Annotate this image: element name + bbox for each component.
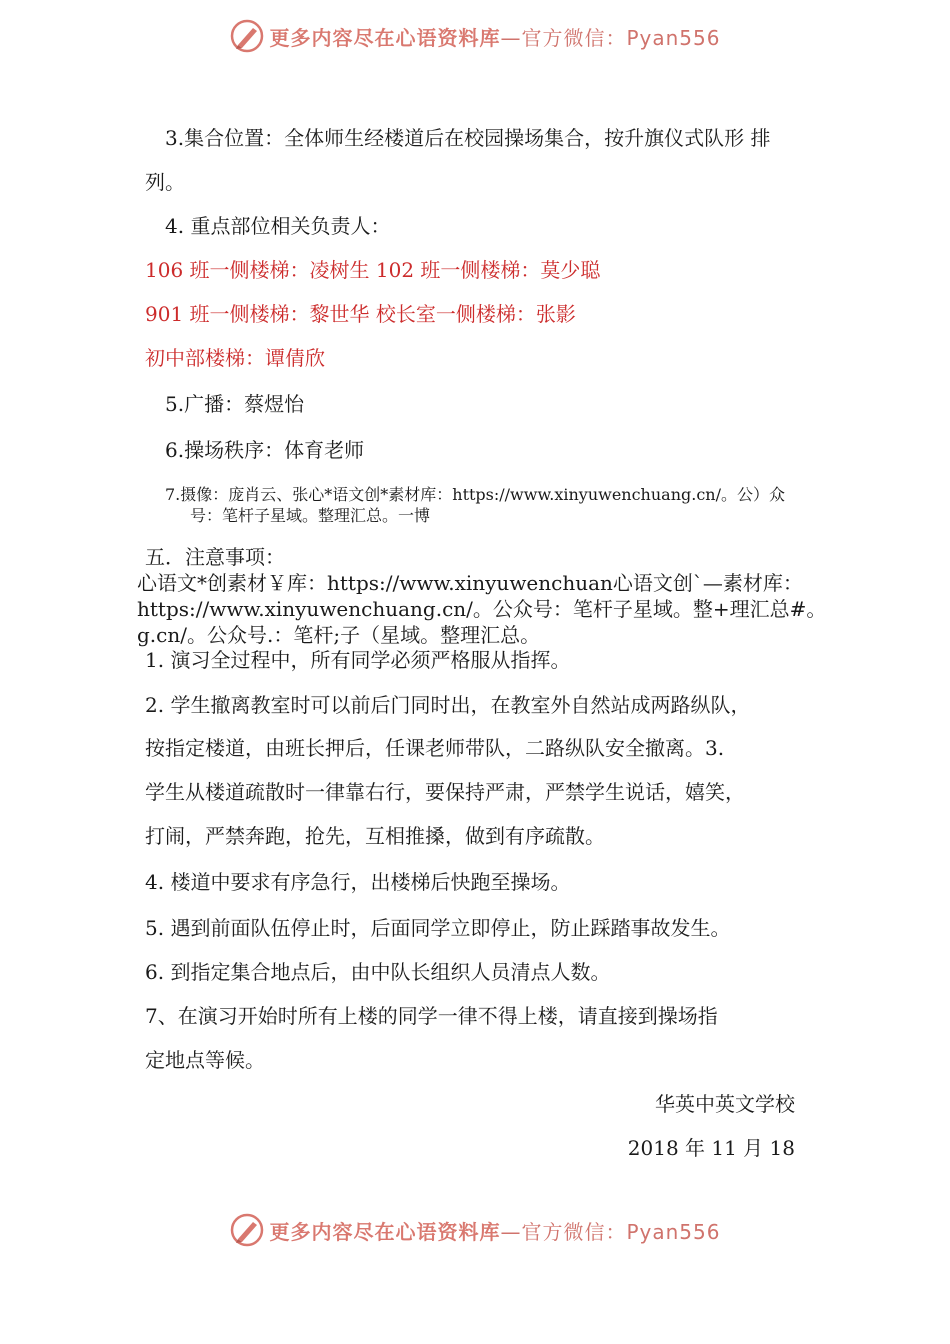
watermark-line1: 心语文*创素材￥库：https://www.xinyuwenchuan心语文创`—素材库： [137, 571, 803, 595]
section5-title: 五．注意事项： [145, 545, 285, 569]
item4: 4. 重点部位相关负责人： [165, 214, 391, 238]
responsible-line3: 初中部楼梯：谭倩欣 [145, 346, 325, 370]
item7-line2: 号：笔杆子星域。整理汇总。一博 [190, 506, 431, 525]
pen-logo-icon [229, 18, 265, 54]
note5: 5. 遇到前面队伍停止时，后面同学立即停止，防止踩踏事故发生。 [145, 916, 731, 940]
signature-school: 华英中英文学校 [655, 1092, 795, 1116]
signature-date: 2018 年 11 月 18 [627, 1136, 795, 1160]
footer-contact: —官方微信：Pyan556 [500, 1219, 721, 1244]
responsible-line2: 901 班一侧楼梯：黎世华 校长室一侧楼梯：张影 [145, 302, 576, 326]
note1: 1. 演习全过程中，所有同学必须严格服从指挥。 [145, 648, 571, 672]
header-brand: 更多内容尽在心语资料库 [269, 25, 501, 50]
note7-line1: 7、在演习开始时所有上楼的同学一律不得上楼，请直接到操场指 [145, 1004, 718, 1028]
note6: 6. 到指定集合地点后，由中队长组织人员清点人数。 [145, 960, 611, 984]
item5: 5.广播：蔡煜怡 [165, 392, 305, 416]
note3-line2: 打闹，严禁奔跑，抢先，互相推搡，做到有序疏散。 [145, 824, 605, 848]
note7-line2: 定地点等候。 [145, 1048, 265, 1072]
header-banner [0, 16, 950, 56]
responsible-line1: 106 班一侧楼梯：凌树生 102 班一侧楼梯：莫少聪 [145, 258, 601, 282]
pen-logo-icon [229, 1212, 265, 1248]
watermark-line3: g.cn/。公众号.：笔杆;子（星域。整理汇总。 [137, 623, 541, 647]
item3-line1: 3.集合位置：全体师生经楼道后在校园操场集合，按升旗仪式队形 排 [165, 126, 771, 150]
note2-line2: 按指定楼道，由班长押后，任课老师带队，二路纵队安全撤离。3. [145, 736, 725, 760]
footer-brand: 更多内容尽在心语资料库 [269, 1219, 501, 1244]
item6: 6.操场秩序：体育老师 [165, 438, 365, 462]
note4: 4. 楼道中要求有序急行，出楼梯后快跑至操场。 [145, 870, 571, 894]
watermark-line2: https://www.xinyuwenchuang.cn/。公众号：笔杆子星域。整+理汇总#。 [137, 597, 827, 621]
note2-line1: 2. 学生撤离教室时可以前后门同时出，在教室外自然站成两路纵队， [145, 693, 751, 717]
footer-banner [0, 1210, 950, 1250]
item3-line2: 列。 [145, 170, 185, 194]
item7-line1: 7.摄像：庞肖云、张心*语文创*素材库：https://www.xinyuwenchuang.cn/。公）众 [165, 485, 785, 504]
header-contact: —官方微信：Pyan556 [500, 25, 721, 50]
note3-line1: 学生从楼道疏散时一律靠右行，要保持严肃，严禁学生说话，嬉笑， [145, 780, 745, 804]
